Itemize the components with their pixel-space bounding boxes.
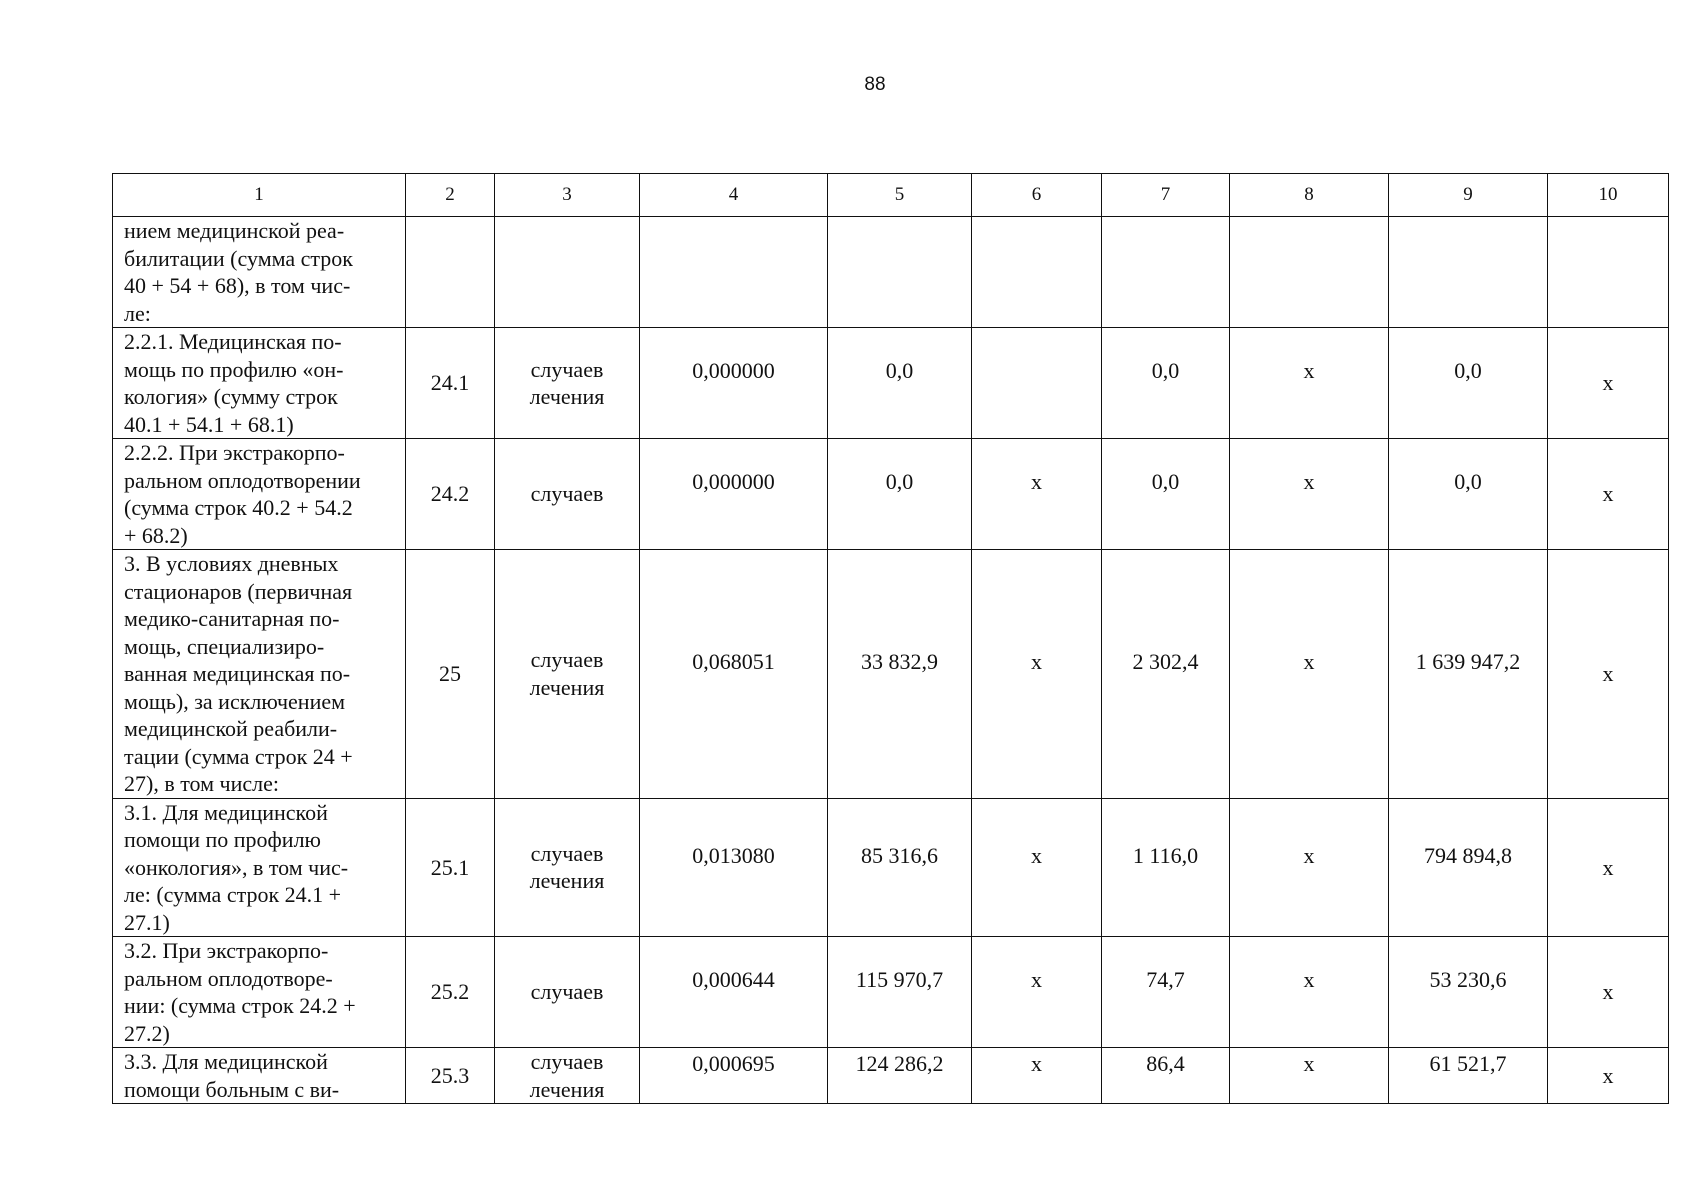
cell-value: х [1031, 842, 1042, 868]
value-cell-7 [1102, 937, 1230, 1048]
value-cell-10 [1548, 1048, 1669, 1104]
unit-line: случаев [530, 647, 604, 673]
description-line: мощь), за исключением [124, 688, 346, 714]
value-cell-9 [1389, 439, 1548, 550]
cell-value: 0,000000 [692, 469, 775, 495]
cell-value: х [1031, 469, 1042, 495]
unit-line: случаев [530, 840, 604, 866]
cell-value: х [1031, 649, 1042, 674]
description-line: ле: [124, 300, 151, 326]
description-line: нии: (сумма строк 24.2 + [124, 993, 356, 1018]
row-unit [495, 937, 640, 1048]
value-cell-9 [1389, 550, 1548, 799]
description-line: кология» (сумму строк [124, 384, 338, 409]
row-description [113, 550, 406, 799]
value-cell-5 [828, 550, 972, 799]
unit-line: лечения [529, 674, 605, 700]
value-cell-6 [972, 798, 1102, 937]
description-line: 40.1 + 54.1 + 68.1) [124, 411, 294, 437]
value-cell-7 [1102, 1048, 1230, 1104]
description-line: (сумма строк 40.2 + 54.2 [124, 495, 353, 520]
value-cell-6 [972, 439, 1102, 550]
cell-value: 1 116,0 [1132, 842, 1199, 868]
column-header: 4 [640, 174, 828, 217]
row-description [113, 798, 406, 937]
value-cell-9 [1389, 328, 1548, 439]
unit-line: лечения [529, 1076, 605, 1102]
value-cell-5 [828, 1048, 972, 1104]
cell-value: 85 316,6 [861, 842, 938, 868]
cell-value: 115 970,7 [855, 967, 944, 993]
table-header-row [113, 174, 1669, 217]
column-header: 9 [1389, 174, 1548, 217]
value-cell-10 [1548, 328, 1669, 439]
row-code [406, 217, 495, 328]
value-cell-5 [828, 798, 972, 937]
cell-value: 0,0 [885, 469, 914, 495]
value-cell-8 [1230, 550, 1389, 799]
cell-value: х [1303, 842, 1315, 868]
row-description [113, 217, 406, 328]
value-cell-8 [1230, 937, 1389, 1048]
description-line: медицинской реабили- [124, 716, 338, 741]
column-header: 7 [1102, 174, 1230, 217]
cell-value: х [1303, 967, 1315, 993]
cell-value: 0,000000 [692, 358, 775, 384]
value-cell-9 [1389, 217, 1548, 328]
row-unit [495, 550, 640, 799]
description-line: 2.2.1. Медицинская по- [124, 329, 342, 354]
value-cell-4 [640, 1048, 828, 1104]
cell-value: х [1303, 1050, 1315, 1076]
column-header: 3 [495, 174, 640, 217]
value-cell-8 [1230, 328, 1389, 439]
table-row [113, 798, 1669, 937]
description-line: помощи больным с ви- [124, 1076, 340, 1102]
table-row [113, 550, 1669, 799]
column-header: 10 [1548, 174, 1669, 217]
value-cell-10 [1548, 550, 1669, 799]
column-header: 1 [113, 174, 406, 217]
value-cell-5 [828, 439, 972, 550]
table-row [113, 1048, 1669, 1104]
cell-value: х [1602, 370, 1614, 396]
row-code [406, 439, 495, 550]
cell-value: х [1602, 854, 1614, 880]
description-line: 2.2.2. При экстракорпо- [124, 440, 345, 465]
row-description [113, 439, 406, 550]
value-cell-6 [972, 217, 1102, 328]
description-line: билитации (сумма строк [124, 245, 353, 271]
value-cell-9 [1389, 1048, 1548, 1104]
row-description [113, 328, 406, 439]
description-line: «онкология», в том чис- [124, 854, 349, 880]
cell-value: 74,7 [1146, 967, 1185, 993]
description-line: 3. В условиях дневных [124, 551, 339, 576]
cell-value: х [1031, 967, 1042, 993]
row-code-text: 25 [439, 661, 461, 686]
description-line: 3.2. При экстракорпо- [124, 938, 329, 963]
row-unit [495, 328, 640, 439]
cell-value: 0,068051 [692, 649, 775, 674]
value-cell-6 [972, 1048, 1102, 1104]
description-line: 27.2) [124, 1020, 170, 1046]
cell-value: х [1303, 469, 1315, 495]
description-line: ральном оплодотворе- [124, 965, 333, 991]
cell-value: 124 286,2 [855, 1050, 944, 1076]
value-cell-4 [640, 217, 828, 328]
value-cell-4 [640, 439, 828, 550]
row-code-text: 24.1 [430, 370, 470, 396]
row-description [113, 1048, 406, 1104]
row-code-text: 25.1 [430, 854, 470, 880]
cell-value: х [1602, 661, 1614, 686]
cell-value: х [1031, 1050, 1042, 1076]
description-line: + 68.2) [124, 522, 188, 548]
row-code-text: 25.3 [430, 1062, 470, 1088]
description-line: мощь по профилю «он- [124, 356, 344, 382]
value-cell-8 [1230, 798, 1389, 937]
value-cell-7 [1102, 550, 1230, 799]
column-header: 2 [406, 174, 495, 217]
cell-value: х [1602, 979, 1614, 1005]
row-code [406, 937, 495, 1048]
cell-value: 0,0 [1151, 358, 1180, 384]
cell-value: 794 894,8 [1424, 842, 1512, 868]
description-line: 3.3. Для медицинской [124, 1049, 328, 1074]
description-line: мощь, специализиро- [124, 633, 325, 659]
page-number: 88 [864, 74, 886, 95]
value-cell-5 [828, 217, 972, 328]
unit-line: случаев [530, 481, 604, 507]
cell-value: 0,0 [1454, 358, 1482, 384]
value-cell-8 [1230, 439, 1389, 550]
description-line: ральном оплодотворении [124, 467, 361, 493]
cell-value: 2 302,4 [1132, 649, 1199, 674]
row-code [406, 798, 495, 937]
value-cell-6 [972, 937, 1102, 1048]
row-unit [495, 798, 640, 937]
value-cell-10 [1548, 937, 1669, 1048]
value-cell-10 [1548, 217, 1669, 328]
value-cell-8 [1230, 1048, 1389, 1104]
value-cell-4 [640, 937, 828, 1048]
row-description [113, 937, 406, 1048]
row-code-text: 24.2 [430, 481, 470, 507]
cell-value: 0,0 [885, 358, 914, 384]
cell-value: 53 230,6 [1429, 967, 1507, 993]
description-line: помощи по профилю [124, 827, 321, 852]
table-row [113, 937, 1669, 1048]
row-unit [495, 439, 640, 550]
column-header: 5 [828, 174, 972, 217]
value-cell-10 [1548, 798, 1669, 937]
cell-value: х [1303, 358, 1315, 384]
value-cell-6 [972, 550, 1102, 799]
table-row [113, 439, 1669, 550]
description-line: тации (сумма строк 24 + [124, 743, 353, 769]
description-line: ле: (сумма строк 24.1 + [124, 882, 342, 907]
value-cell-8 [1230, 217, 1389, 328]
row-code [406, 1048, 495, 1104]
description-line: медико-санитарная по- [124, 606, 340, 631]
description-line: стационаров (первичная [124, 578, 353, 604]
unit-line: лечения [529, 868, 605, 894]
column-header: 6 [972, 174, 1102, 217]
table-row [113, 328, 1669, 439]
description-line: 27), в том числе: [124, 771, 279, 796]
value-cell-4 [640, 328, 828, 439]
value-cell-5 [828, 937, 972, 1048]
description-line: ванная медицинская по- [124, 661, 351, 686]
row-unit [495, 1048, 640, 1104]
value-cell-6 [972, 328, 1102, 439]
cell-value: 61 521,7 [1429, 1050, 1507, 1076]
row-code-text: 25.2 [430, 979, 470, 1005]
value-cell-9 [1389, 937, 1548, 1048]
table-row [113, 217, 1669, 328]
cell-value: 0,000695 [692, 1050, 775, 1076]
description-line: 27.1) [124, 909, 170, 935]
value-cell-7 [1102, 217, 1230, 328]
cell-value: х [1602, 1062, 1614, 1088]
data-table [112, 173, 1669, 1104]
value-cell-4 [640, 550, 828, 799]
cell-value: 0,000644 [692, 967, 775, 993]
unit-line: случаев [530, 979, 604, 1005]
cell-value: 33 832,9 [861, 649, 938, 674]
description-line: 3.1. Для медицинской [124, 799, 328, 825]
row-unit [495, 217, 640, 328]
value-cell-4 [640, 798, 828, 937]
unit-line: случаев [530, 1049, 604, 1074]
cell-value: 0,0 [1454, 469, 1482, 495]
cell-value: 1 639 947,2 [1415, 649, 1521, 674]
cell-value: х [1602, 481, 1614, 507]
value-cell-9 [1389, 798, 1548, 937]
cell-value: 86,4 [1146, 1050, 1185, 1076]
row-code [406, 328, 495, 439]
cell-value: 0,0 [1151, 469, 1180, 495]
value-cell-10 [1548, 439, 1669, 550]
value-cell-7 [1102, 439, 1230, 550]
column-header: 8 [1230, 174, 1389, 217]
description-line: 40 + 54 + 68), в том чис- [124, 273, 351, 298]
cell-value: х [1303, 649, 1315, 674]
row-code [406, 550, 495, 799]
value-cell-7 [1102, 798, 1230, 937]
value-cell-7 [1102, 328, 1230, 439]
description-line: нием медицинской реа- [124, 218, 345, 243]
value-cell-5 [828, 328, 972, 439]
cell-value: 0,013080 [692, 842, 775, 868]
unit-line: случаев [530, 356, 604, 382]
unit-line: лечения [529, 384, 605, 409]
